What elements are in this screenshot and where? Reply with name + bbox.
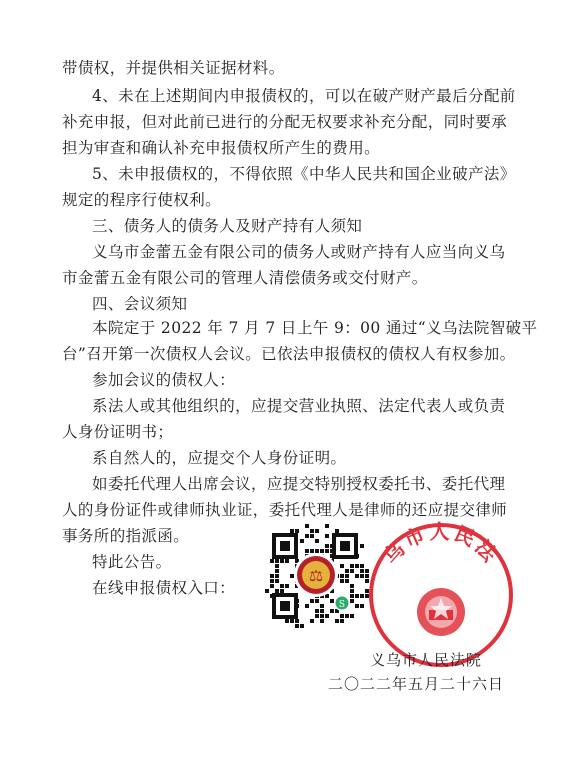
- text-line: 本院定于 2022 年 7 月 7 日上午 9：00 通过“义乌法院智破平: [92, 319, 538, 337]
- text-line: 系法人或其他组织的，应提交营业执照、法定代表人或负责: [92, 397, 506, 415]
- text-line: 如委托代理人出席会议，应提交特别授权委托书、委托代理: [92, 475, 506, 493]
- qr-code[interactable]: [260, 519, 372, 631]
- court-name: 义乌市人民法院: [370, 651, 483, 669]
- text-line: 补充申报，但对此前已进行的分配无权要求补充分配，同时要承: [62, 113, 508, 131]
- text-line: 市金蕾五金有限公司的管理人清偿债务或交付财产。: [62, 269, 428, 287]
- text-line: 特此公告。: [92, 553, 172, 571]
- text-line: 事务所的指派函。: [62, 527, 190, 545]
- text-line: 带债权，并提供相关证据材料。: [62, 59, 285, 77]
- court-seal: [366, 520, 516, 670]
- text-line: 义乌市金蕾五金有限公司的债务人或财产持有人应当向义乌: [92, 243, 506, 261]
- text-line: 人身份证明书；: [62, 423, 174, 441]
- document-date: 二〇二二年五月二十六日: [328, 675, 505, 693]
- text-line: 担为审查和确认补充申报债权所产生的费用。: [62, 139, 381, 157]
- national-emblem-icon: [417, 588, 465, 636]
- text-line: 参加会议的债权人：: [92, 371, 236, 389]
- text-line: 三、债务人的债务人及财产持有人须知: [92, 217, 363, 235]
- text-line: 四、会议须知: [92, 295, 188, 313]
- svg-text:S: S: [338, 600, 346, 610]
- seal-text: 乌市人民法: [378, 520, 504, 569]
- text-line: 台”召开第一次债权人会议。已依法申报债权的债权人有权参加。: [62, 345, 516, 363]
- text-line: 5、未申报债权的，不得依照《中华人民共和国企业破产法》: [92, 165, 516, 183]
- text-line: 系自然人的，应提交个人身份证明。: [92, 449, 347, 467]
- text-line: 4、未在上述期间内申报债权的，可以在破产财产最后分配前: [92, 87, 516, 105]
- qr-logo: ⚖: [308, 566, 324, 585]
- text-line: 人的身份证件或律师执业证，委托代理人是律师的还应提交律师: [62, 501, 508, 519]
- svg-text:乌市人民法: [378, 520, 503, 568]
- text-line: 在线申报债权入口：: [92, 579, 236, 597]
- text-line: 规定的程序行使权利。: [62, 191, 222, 209]
